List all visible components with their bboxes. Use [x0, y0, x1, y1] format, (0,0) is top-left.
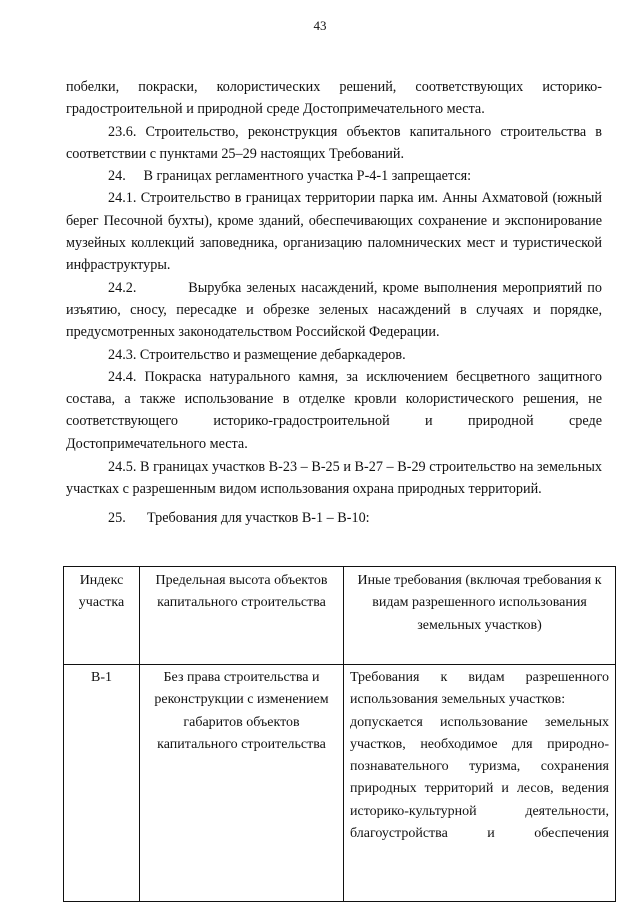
page-number: 43	[313, 18, 327, 33]
cell-other-line: участков, необходимое для природно-	[350, 736, 609, 752]
header-height: Предельная высота объектов капитального строительства	[140, 567, 344, 665]
paragraph-24-1: 24.1. Строительство в границах территории парка им. Анны Ахматовой (южный берег Песочной бухты), кроме зданий, обеспечивающих сохранение и экспонирование музейных коллекций заповедника, организацию паломнических мест и туристической инфраструктуры.	[66, 190, 602, 274]
cell-other-line: историко-культурной деятельности,	[350, 803, 609, 819]
cell-other-line: допускается использование земельных	[350, 714, 609, 730]
paragraph-24-4: 24.4. Покраска натурального камня, за исключением бесцветного защитного состава, а также использование в отделке кровли колористического решения, не соответствующего историко-градостроительной и природной среде Достопримечательного места.	[66, 368, 602, 452]
cell-height: Без права строительства и реконструкции с изменением габаритов объектов капитального строительства	[140, 665, 344, 902]
paragraph-24-2: 24.2. Вырубка зеленых насаждений, кроме выполнения мероприятий по изъятию, сносу, пересадке и обрезке зеленых насаждений в случаях и порядке, предусмотренных законодательством Российской Федерации.	[66, 279, 606, 341]
paragraph-24: 24. В границах регламентного участка Р-4-1 запрещается:	[108, 168, 472, 185]
cell-other	[344, 665, 616, 902]
paragraph-24-5: 24.5. В границах участков В-23 – В-25 и В-27 – В-29 строительство на земельных участках с разрешенным видом использования охрана природных территорий.	[66, 459, 602, 498]
requirements-table	[63, 566, 616, 902]
header-other: Иные требования (включая требования к видам разрешенного использования земельных участков)	[344, 567, 616, 665]
paragraph-23-6: 23.6. Строительство, реконструкция объектов капитального строительства в соответствии с пунктами 25–29 настоящих Требований.	[66, 123, 602, 162]
paragraph-24-3: 24.3. Строительство и размещение дебаркадеров.	[108, 346, 406, 363]
cell-other-line: использования земельных участков:	[350, 692, 566, 708]
paragraph-25: 25. Требования для участков В-1 – В-10:	[108, 509, 370, 526]
cell-other-line: благоустройства и обеспечения	[350, 826, 609, 842]
cell-other-line: познавательного туризма, сохранения	[350, 759, 609, 775]
paragraph-continuation: побелки, покраски, колористических решений, соответствующих историко-градостроительной и природной среде Достопримечательного места.	[66, 79, 602, 118]
document-body	[66, 76, 606, 529]
table-row	[64, 665, 616, 902]
cell-other-line: Требования к видам разрешенного	[350, 670, 609, 685]
cell-other-line: природных территорий и лесов, ведения	[350, 781, 609, 797]
cell-index: В-1	[64, 665, 140, 902]
header-index: Индекс участка	[64, 567, 140, 665]
table-header-row	[64, 567, 616, 665]
